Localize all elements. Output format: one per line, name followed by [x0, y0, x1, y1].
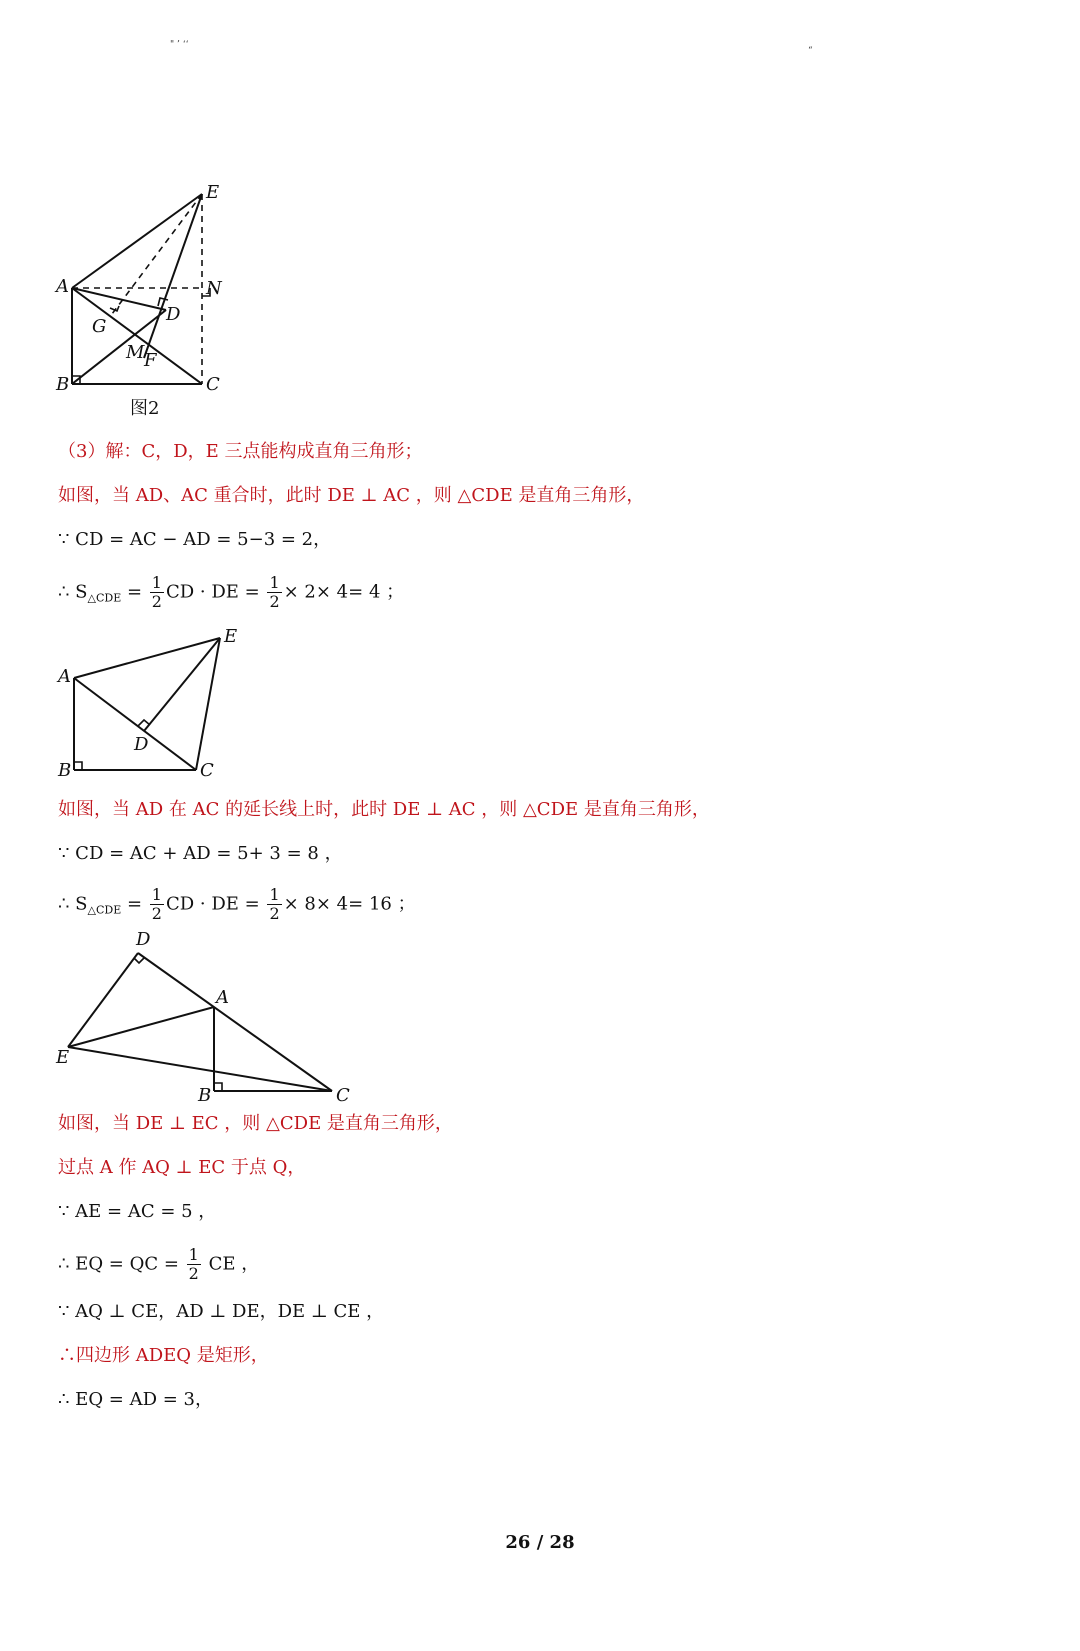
label-B: B [58, 760, 72, 781]
right-angle-B [74, 762, 82, 770]
numerator: 1 [188, 1245, 199, 1264]
segment-DE [68, 953, 138, 1047]
text: CE ， [202, 1253, 260, 1275]
solution-line-7 [58, 886, 416, 923]
label-D: D [166, 304, 181, 325]
text: CD · DE = [165, 581, 266, 603]
solution-line-5: 如图，当 AD 在 AC 的延长线上时，此时 DE ⊥ AC ，则 △CDE 是直角三角形， [58, 799, 710, 820]
label-C: C [206, 374, 220, 395]
denominator: 2 [269, 592, 280, 611]
label-E: E [206, 182, 220, 203]
numerator: 1 [151, 885, 162, 904]
text: ∴ S [58, 893, 88, 915]
segment-EA [68, 1007, 214, 1047]
segment-AE [74, 638, 220, 678]
label-D: D [134, 734, 149, 755]
solution-line-1: （3）解：C，D，E 三点能构成直角三角形； [58, 441, 423, 462]
denominator: 2 [151, 592, 162, 611]
numerator: 1 [269, 885, 280, 904]
denominator: 2 [151, 904, 162, 923]
segment-DC [138, 953, 332, 1091]
text: CD · DE = [165, 893, 266, 915]
right-angle-G [110, 306, 119, 311]
segment-AC [74, 678, 196, 770]
figure-caption: 图2 [130, 398, 160, 419]
subscript: △CDE [87, 591, 122, 605]
label-D: D [136, 929, 151, 950]
segment-EC [196, 638, 220, 770]
text: × 2× 4= 4 ； [283, 581, 405, 603]
label-C: C [200, 760, 214, 781]
label-F: F [144, 350, 157, 371]
solution-line-4 [58, 574, 404, 611]
text: ∴ EQ = QC = [58, 1253, 179, 1275]
text: × 8× 4= 16 ； [283, 893, 416, 915]
fraction [187, 1246, 201, 1283]
label-B: B [56, 374, 70, 395]
segment-EG-dashed [112, 194, 202, 314]
figure-3 [50, 925, 370, 1110]
text: ∴ S [58, 581, 88, 603]
label-A: A [216, 987, 229, 1008]
label-B: B [198, 1085, 212, 1106]
solution-line-3: ∵ CD = AC − AD = 5−3 = 2， [58, 529, 332, 550]
right-angle-D [134, 958, 144, 963]
segment-DE [144, 638, 220, 731]
scan-mark-right: “ [808, 46, 813, 56]
solution-line-10: ∵ AE = AC = 5 ， [58, 1201, 217, 1222]
segment-EF [144, 194, 202, 358]
segment-AE [72, 194, 202, 288]
denominator: 2 [269, 904, 280, 923]
figure-1 [50, 180, 250, 430]
right-angle-B [214, 1083, 222, 1091]
label-M: M [126, 342, 145, 363]
solution-line-12: ∵ AQ ⊥ CE，AD ⊥ DE，DE ⊥ CE ， [58, 1301, 385, 1322]
numerator: 1 [151, 573, 162, 592]
fraction [267, 886, 281, 923]
fraction [150, 574, 164, 611]
page-number: 26 / 28 [505, 1532, 575, 1553]
text: = [121, 893, 148, 915]
solution-line-11 [58, 1246, 259, 1283]
solution-line-2: 如图，当 AD、AC 重合时，此时 DE ⊥ AC ，则 △CDE 是直角三角形， [58, 485, 645, 506]
label-G: G [92, 316, 107, 337]
label-A: A [58, 666, 71, 687]
denominator: 2 [188, 1264, 199, 1283]
label-E: E [224, 626, 238, 647]
solution-line-13: ∴四边形 ADEQ 是矩形， [58, 1345, 269, 1366]
label-C: C [336, 1085, 350, 1106]
numerator: 1 [269, 573, 280, 592]
scan-mark-left: " ’ ‘‘ [170, 40, 189, 50]
figure-2 [50, 620, 250, 790]
text: = [121, 581, 148, 603]
fraction [267, 574, 281, 611]
fraction [150, 886, 164, 923]
label-N: N [206, 278, 222, 299]
label-A: A [56, 276, 69, 297]
solution-line-6: ∵ CD = AC + AD = 5+ 3 = 8 ， [58, 843, 343, 864]
label-E: E [56, 1047, 70, 1068]
solution-line-14: ∴ EQ = AD = 3， [58, 1389, 214, 1410]
solution-line-9: 过点 A 作 AQ ⊥ EC 于点 Q， [58, 1157, 306, 1178]
subscript: △CDE [87, 903, 122, 917]
solution-line-8: 如图，当 DE ⊥ EC ，则 △CDE 是直角三角形， [58, 1113, 453, 1134]
